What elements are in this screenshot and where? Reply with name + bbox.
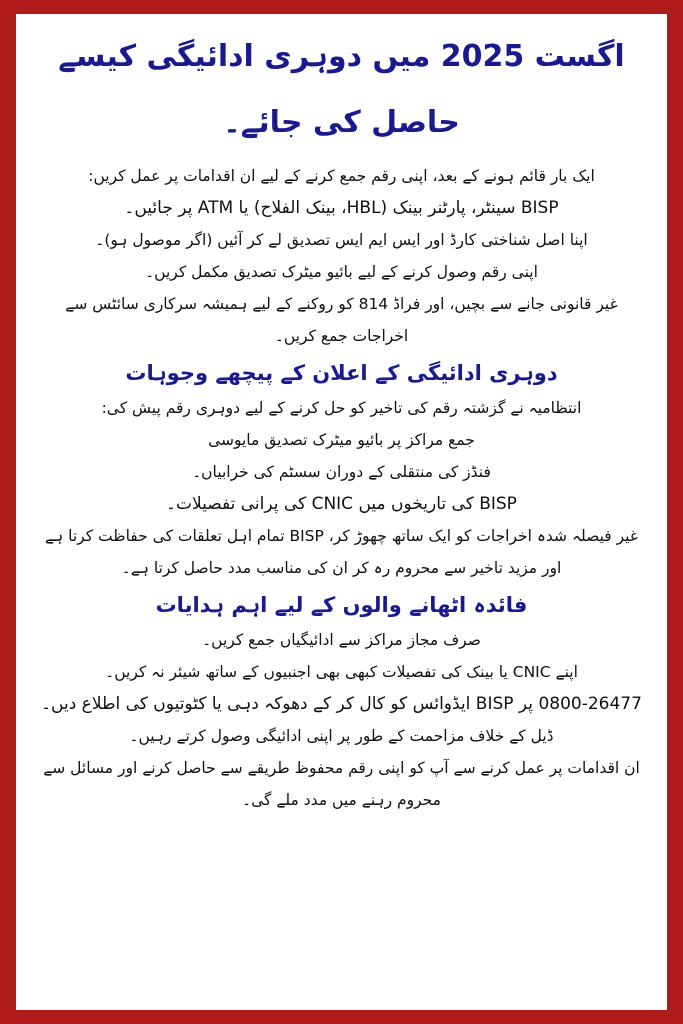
steps-section [26, 160, 657, 352]
instruction-helpline: 0800-26477 پر BISP ایڈوائس کو کال کر کے دھوکہ دہی یا کٹوتیوں کی اطلاع دیں۔ [41, 694, 642, 714]
reasons-intro: انتظامیہ نے گزشتہ رقم کی تاخیر کو حل کرنے کے لیے دوہری رقم پیش کی: [101, 399, 582, 417]
reason-biometric: جمع مراکز پر بائیو میٹرک تصدیق مایوسی [208, 431, 475, 449]
reason-cnic-details: BISP کی تاریخوں میں CNIC کی پرانی تفصیلات۔ [166, 494, 517, 514]
reason-summary: غیر فیصلہ شدہ اخراجات کو ایک ساتھ چھوڑ کر، BISP تمام اہل تعلقات کی حفاظت کرتا ہے [45, 527, 638, 545]
article-card [16, 14, 667, 1010]
article-title: اگست 2025 میں دوہری ادائیگی کیسے حاصل کی جائے۔ [58, 39, 625, 140]
instruction-no-sharing: اپنے CNIC یا بینک کی تفصیلات کبھی بھی اجنبیوں کے ساتھ شیئر نہ کریں۔ [105, 663, 578, 681]
instruction-authorized-centers: صرف مجاز مراکز سے ادائیگیاں جمع کریں۔ [202, 631, 481, 649]
reasons-heading: دوہری ادائیگی کے اعلان کے پیچھے وجوہات [125, 361, 558, 385]
instructions-section [26, 624, 657, 816]
instruction-keep-receiving: ڈیل کے خلاف مزاحمت کے طور پر اپنی ادائیگی وصول کرتے رہیں۔ [129, 727, 554, 745]
reasons-section [26, 392, 657, 584]
instructions-heading: فائدہ اٹھانے والوں کے لیے اہم ہدایات [155, 593, 528, 617]
reason-system-errors: فنڈز کی منتقلی کے دوران سسٹم کی خرابیاں۔ [192, 463, 491, 481]
reason-summary-cont: اور مزید تاخیر سے محروم رہ کر ان کی مناسب مدد حاصل کرتا ہے۔ [121, 559, 562, 577]
instruction-conclusion: ان اقدامات پر عمل کرنے سے آپ کو اپنی رقم محفوظ طریقے سے حاصل کرنے اور مسائل سے [43, 759, 640, 777]
step-biometric: اپنی رقم وصول کرنے کے لیے بائیو میٹرک تصدیق مکمل کریں۔ [145, 263, 538, 281]
step-visit-center: BISP سینٹر، پارٹنر بینک (HBL، بینک الفلاح) یا ATM پر جائیں۔ [124, 198, 559, 218]
step-avoid-fraud-cont: اخراجات جمع کریں۔ [274, 327, 409, 345]
instruction-conclusion-cont: محروم رہنے میں مدد ملے گی۔ [242, 791, 441, 809]
steps-intro: ایک بار قائم ہونے کے بعد، اپنی رقم جمع کرنے کے لیے ان اقدامات پر عمل کریں: [88, 167, 595, 185]
step-avoid-fraud: غیر قانونی جانے سے بچیں، اور فراڈ 814 کو روکنے کے لیے ہمیشہ سرکاری سائٹس سے [65, 295, 618, 313]
step-bring-cnic: اپنا اصل شناختی کارڈ اور ایس ایم ایس تصدیق لے کر آئیں (اگر موصول ہو)۔ [95, 231, 588, 249]
